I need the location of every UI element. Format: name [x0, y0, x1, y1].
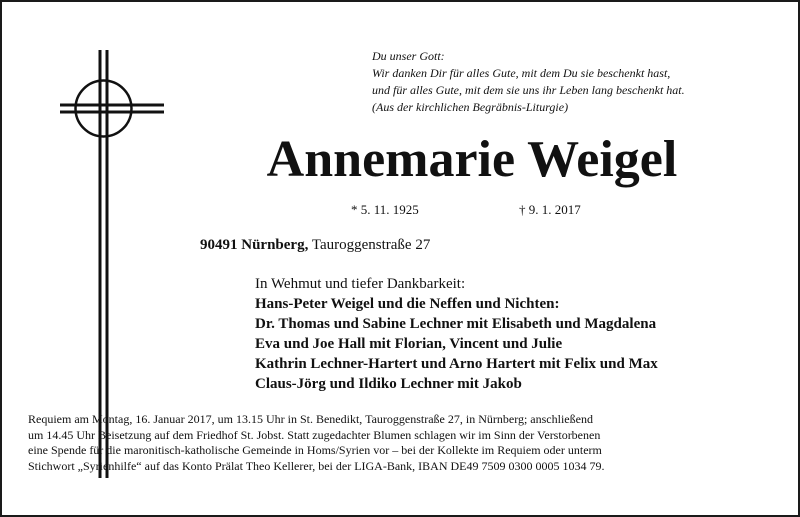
quote-line: Du unser Gott:	[372, 49, 445, 63]
mourner-line: Dr. Thomas und Sabine Lechner mit Elisabeth und Magdalena	[255, 316, 657, 332]
service-line: Stichwort „Syrienhilfe“ auf das Konto Prälat Theo Kellerer, bei der LIGA-Bank, IBAN DE49 7509 0300 0005 1034 79.	[28, 458, 605, 473]
mourner-line: Kathrin Lechner-Hartert und Arno Hartert mit Felix und Max	[255, 356, 658, 372]
mourner-line: Eva und Joe Hall mit Florian, Vincent und Julie	[255, 336, 563, 352]
service-details	[28, 412, 776, 474]
deceased-name: Annemarie Weigel	[266, 131, 678, 188]
service-line: um 14.45 Uhr Beisetzung auf dem Friedhof St. Jobst. Statt zugedachter Blumen schlagen wir im Sinn der Verstorbenen	[28, 427, 601, 442]
address-street: Tauroggenstraße 27	[311, 237, 431, 253]
service-line: eine Spende für die maronitisch-katholische Gemeinde in Homs/Syrien vor – bei der Kollekte im Requiem oder unterm	[28, 443, 602, 457]
mourners-block	[255, 274, 785, 394]
address	[200, 235, 430, 255]
mourner-line: Claus-Jörg und Ildiko Lechner mit Jakob	[255, 376, 522, 392]
liturgy-quote	[372, 48, 772, 116]
quote-line: und für alles Gute, mit dem sie uns ihr Leben lang beschenkt hat.	[372, 83, 685, 97]
quote-line: Wir danken Dir für alles Gute, mit dem Du sie beschenkt hast,	[372, 66, 671, 80]
mourners-intro: In Wehmut und tiefer Dankbarkeit:	[255, 276, 466, 292]
service-line: Requiem am Montag, 16. Januar 2017, um 13.15 Uhr in St. Benedikt, Tauroggenstraße 27, in Nürnberg; anschließend	[28, 412, 593, 426]
mourners-list	[255, 294, 785, 394]
mourner-line: Hans-Peter Weigel und die Neffen und Nichten:	[255, 296, 560, 312]
birth-date: * 5. 11. 1925	[351, 202, 419, 217]
death-date: † 9. 1. 2017	[519, 202, 581, 217]
quote-source: (Aus der kirchlichen Begräbnis-Liturgie)	[372, 100, 569, 114]
address-city: 90491 Nürnberg,	[200, 237, 309, 253]
